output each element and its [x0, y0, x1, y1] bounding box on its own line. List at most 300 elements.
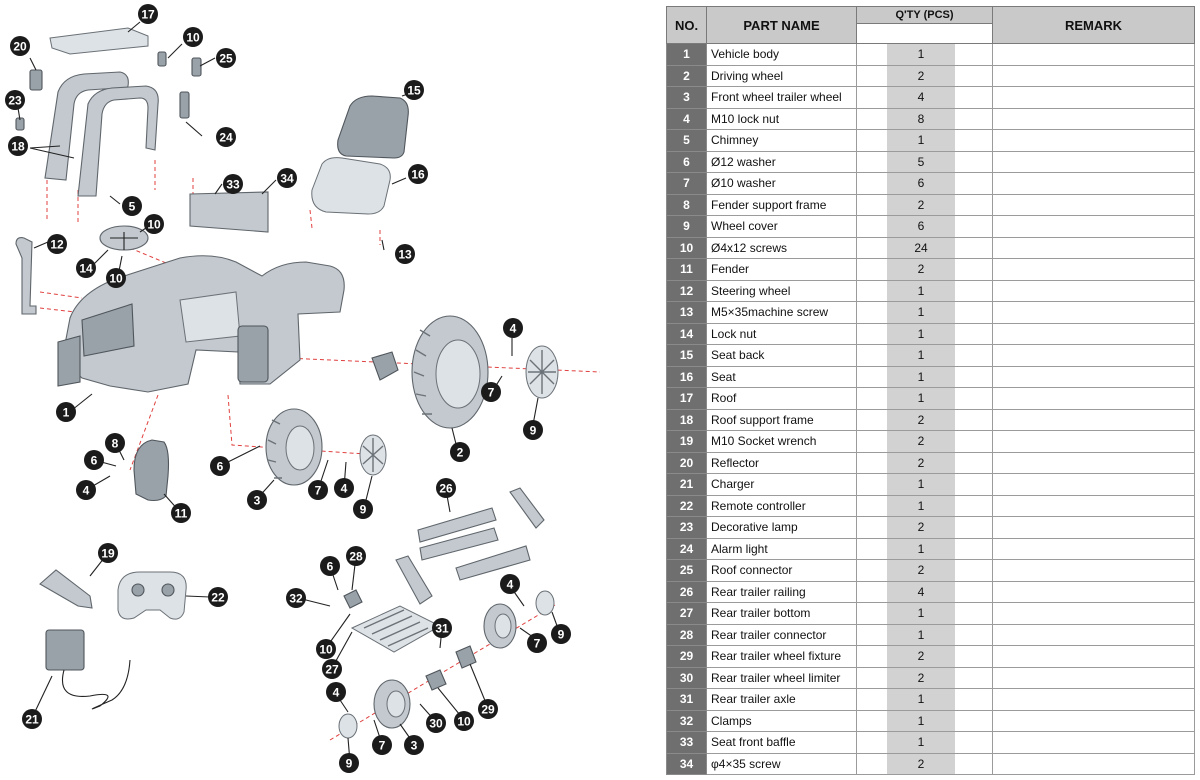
table-row [667, 624, 1195, 646]
part-number-cell: 13 [667, 302, 707, 324]
axle-hub-part [372, 352, 398, 380]
quantity-value: 8 [887, 109, 955, 130]
quantity-value: 1 [887, 302, 955, 323]
part-callout [210, 456, 230, 476]
quantity-value: 2 [887, 66, 955, 87]
trailer-wheel-right-part [484, 604, 516, 648]
quantity-cell [857, 108, 993, 130]
quantity-value: 1 [887, 367, 955, 388]
part-callout [98, 543, 118, 563]
part-callout [106, 268, 126, 288]
part-number-cell: 32 [667, 710, 707, 732]
part-callout-number: 25 [219, 51, 233, 66]
part-callout-number: 13 [398, 247, 412, 262]
front-wheel-part [266, 409, 322, 485]
part-number-cell: 18 [667, 409, 707, 431]
table-row [667, 173, 1195, 195]
quantity-cell [857, 345, 993, 367]
table-row [667, 87, 1195, 109]
column-header-qty-blank [857, 24, 993, 44]
table-row [667, 581, 1195, 603]
part-name-cell: Decorative lamp [707, 517, 857, 539]
part-callout-number: 7 [533, 636, 541, 651]
part-name-cell: Ø4x12 screws [707, 237, 857, 259]
part-callout-number: 4 [506, 577, 514, 592]
table-row [667, 388, 1195, 410]
part-callout [223, 174, 243, 194]
part-callout [500, 574, 520, 594]
quantity-cell [857, 710, 993, 732]
quantity-cell [857, 581, 993, 603]
part-callout-number: 8 [111, 436, 119, 451]
quantity-cell [857, 44, 993, 66]
table-row [667, 560, 1195, 582]
table-row [667, 753, 1195, 775]
part-number-cell: 1 [667, 44, 707, 66]
part-callout [478, 699, 498, 719]
quantity-cell [857, 216, 993, 238]
quantity-value: 1 [887, 474, 955, 495]
table-row [667, 495, 1195, 517]
part-callout [138, 4, 158, 24]
part-callout-number: 14 [79, 261, 93, 276]
quantity-cell [857, 667, 993, 689]
trailer-wheel-limiter-part [426, 670, 446, 690]
socket-wrench-part [40, 570, 92, 608]
quantity-cell [857, 431, 993, 453]
part-number-cell: 34 [667, 753, 707, 775]
part-number-cell: 15 [667, 345, 707, 367]
column-header-part-name: PART NAME [707, 7, 857, 44]
part-callout [84, 450, 104, 470]
part-callout-number: 19 [101, 546, 115, 561]
remark-cell [993, 517, 1195, 539]
part-number-cell: 20 [667, 452, 707, 474]
remark-cell [993, 710, 1195, 732]
vehicle-body-front-bumper [58, 336, 80, 386]
part-callout [5, 90, 25, 110]
part-callout [320, 556, 340, 576]
part-callout-number: 28 [349, 549, 363, 564]
part-callout-number: 21 [25, 712, 39, 727]
driving-wheel-part [412, 316, 488, 428]
part-callout [436, 478, 456, 498]
part-callout-number: 4 [82, 483, 90, 498]
chimney-part [16, 238, 36, 314]
part-callout [339, 753, 359, 773]
part-callout [408, 164, 428, 184]
part-callout-number: 4 [340, 481, 348, 496]
part-number-cell: 14 [667, 323, 707, 345]
remark-cell [993, 259, 1195, 281]
quantity-value: 1 [887, 345, 955, 366]
part-callout [144, 214, 164, 234]
remark-cell [993, 108, 1195, 130]
part-name-cell: Fender support frame [707, 194, 857, 216]
quantity-value: 1 [887, 130, 955, 151]
quantity-value: 2 [887, 259, 955, 280]
quantity-cell [857, 474, 993, 496]
quantity-cell [857, 130, 993, 152]
roof-part [50, 28, 148, 54]
remark-cell [993, 173, 1195, 195]
part-callout-number: 6 [216, 459, 224, 474]
quantity-value: 1 [887, 324, 955, 345]
quantity-value: 4 [887, 582, 955, 603]
part-number-cell: 4 [667, 108, 707, 130]
quantity-cell [857, 538, 993, 560]
part-callout-number: 3 [253, 493, 261, 508]
quantity-cell [857, 259, 993, 281]
part-name-cell: Alarm light [707, 538, 857, 560]
part-number-cell: 27 [667, 603, 707, 625]
quantity-cell [857, 495, 993, 517]
roof-support-frame-right [78, 86, 158, 196]
part-name-cell: Front wheel trailer wheel [707, 87, 857, 109]
quantity-cell [857, 624, 993, 646]
part-callout [432, 618, 452, 638]
quantity-value: 1 [887, 732, 955, 753]
roof-connector-part [192, 58, 201, 76]
quantity-cell [857, 646, 993, 668]
quantity-cell [857, 689, 993, 711]
table-row [667, 452, 1195, 474]
part-number-cell: 9 [667, 216, 707, 238]
alarm-light-part [180, 92, 189, 118]
roof-connector-part-2 [158, 52, 166, 66]
part-callout [56, 402, 76, 422]
part-number-cell: 11 [667, 259, 707, 281]
part-name-cell: Seat [707, 366, 857, 388]
part-name-cell: Lock nut [707, 323, 857, 345]
quantity-cell [857, 237, 993, 259]
remark-cell [993, 87, 1195, 109]
quantity-value: 1 [887, 625, 955, 646]
remark-cell [993, 130, 1195, 152]
table-row [667, 603, 1195, 625]
quantity-cell [857, 753, 993, 775]
quantity-cell [857, 560, 993, 582]
remark-cell [993, 603, 1195, 625]
part-callout-number: 22 [211, 590, 225, 605]
table-row [667, 517, 1195, 539]
table-row [667, 345, 1195, 367]
table-row [667, 667, 1195, 689]
part-callout [47, 234, 67, 254]
part-number-cell: 12 [667, 280, 707, 302]
quantity-value: 2 [887, 195, 955, 216]
remark-cell [993, 581, 1195, 603]
part-callout [450, 442, 470, 462]
part-number-cell: 28 [667, 624, 707, 646]
part-callout [216, 48, 236, 68]
quantity-cell [857, 302, 993, 324]
remark-cell [993, 689, 1195, 711]
part-callout-number: 24 [219, 130, 233, 145]
part-number-cell: 23 [667, 517, 707, 539]
table-row [667, 259, 1195, 281]
part-callout-number: 17 [141, 7, 155, 22]
quantity-cell [857, 603, 993, 625]
part-name-cell: Chimney [707, 130, 857, 152]
table-row [667, 538, 1195, 560]
quantity-value: 1 [887, 603, 955, 624]
rear-trailer-connector-part [344, 590, 362, 608]
quantity-value: 1 [887, 539, 955, 560]
part-number-cell: 33 [667, 732, 707, 754]
part-name-cell: φ4×35 screw [707, 753, 857, 775]
reflector-part [30, 70, 42, 90]
part-callout-number: 7 [487, 385, 495, 400]
quantity-cell [857, 173, 993, 195]
quantity-cell [857, 323, 993, 345]
quantity-value: 2 [887, 453, 955, 474]
part-callout [454, 711, 474, 731]
part-name-cell: Seat back [707, 345, 857, 367]
table-row [667, 44, 1195, 66]
part-name-cell: Rear trailer railing [707, 581, 857, 603]
quantity-value: 6 [887, 216, 955, 237]
part-callout-number: 31 [435, 621, 449, 636]
part-callout-number: 27 [325, 662, 339, 677]
part-callout-number: 3 [410, 738, 418, 753]
part-callout-number: 12 [50, 237, 64, 252]
part-callout [551, 624, 571, 644]
part-callout [523, 420, 543, 440]
remark-cell [993, 65, 1195, 87]
part-number-cell: 31 [667, 689, 707, 711]
part-callout [316, 639, 336, 659]
part-callout-number: 9 [557, 627, 565, 642]
table-row [667, 710, 1195, 732]
remark-cell [993, 44, 1195, 66]
part-callout [353, 499, 373, 519]
remark-cell [993, 732, 1195, 754]
part-callout-number: 10 [457, 714, 471, 729]
table-row [667, 431, 1195, 453]
part-callout-number: 15 [407, 83, 421, 98]
part-callout [322, 659, 342, 679]
part-number-cell: 10 [667, 237, 707, 259]
wheel-cover-mid-part [360, 435, 386, 475]
quantity-cell [857, 151, 993, 173]
part-callout [8, 136, 28, 156]
part-number-cell: 17 [667, 388, 707, 410]
part-callout-number: 10 [147, 217, 161, 232]
part-name-cell: Vehicle body [707, 44, 857, 66]
quantity-value: 2 [887, 517, 955, 538]
remark-cell [993, 753, 1195, 775]
part-callout [286, 588, 306, 608]
remark-cell [993, 151, 1195, 173]
part-callout-number: 2 [456, 445, 464, 460]
part-callout [183, 27, 203, 47]
remark-cell [993, 237, 1195, 259]
part-callout-number: 4 [332, 685, 340, 700]
remark-cell [993, 538, 1195, 560]
quantity-value: 2 [887, 754, 955, 775]
quantity-cell [857, 366, 993, 388]
quantity-value: 1 [887, 388, 955, 409]
vehicle-body-side-panel [238, 326, 268, 382]
table-row [667, 151, 1195, 173]
part-callout-number: 20 [13, 39, 27, 54]
part-callout [426, 713, 446, 733]
vehicle-body-seat-well [180, 292, 240, 342]
table-row [667, 216, 1195, 238]
part-name-cell: Steering wheel [707, 280, 857, 302]
part-number-cell: 22 [667, 495, 707, 517]
quantity-cell [857, 388, 993, 410]
remark-cell [993, 323, 1195, 345]
part-callout [76, 258, 96, 278]
part-callout-number: 9 [345, 756, 353, 771]
remark-cell [993, 302, 1195, 324]
remark-cell [993, 345, 1195, 367]
part-name-cell: Charger [707, 474, 857, 496]
remark-cell [993, 280, 1195, 302]
remark-cell [993, 624, 1195, 646]
part-callout [277, 168, 297, 188]
fender-part [134, 440, 169, 501]
wheel-cover-part [526, 346, 558, 398]
quantity-value: 2 [887, 560, 955, 581]
column-header-remark: REMARK [993, 7, 1195, 44]
part-name-cell: Fender [707, 259, 857, 281]
part-name-cell: M5×35machine screw [707, 302, 857, 324]
table-row [667, 108, 1195, 130]
part-number-cell: 21 [667, 474, 707, 496]
part-name-cell: Clamps [707, 710, 857, 732]
parts-table-body [667, 44, 1195, 775]
trailer-wheel-left-part [374, 680, 410, 728]
part-name-cell: Ø12 washer [707, 151, 857, 173]
part-callout [208, 587, 228, 607]
part-callout [372, 735, 392, 755]
part-name-cell: Driving wheel [707, 65, 857, 87]
part-callout [76, 480, 96, 500]
remark-cell [993, 216, 1195, 238]
quantity-value: 6 [887, 173, 955, 194]
table-row [667, 366, 1195, 388]
remote-controller-part [118, 572, 186, 619]
part-callout-number: 18 [11, 139, 25, 154]
quantity-cell [857, 280, 993, 302]
part-name-cell: Rear trailer bottom [707, 603, 857, 625]
part-callout-number: 26 [439, 481, 453, 496]
part-callout-number: 7 [378, 738, 386, 753]
part-callout [308, 480, 328, 500]
table-row [667, 280, 1195, 302]
part-name-cell: Rear trailer wheel limiter [707, 667, 857, 689]
quantity-value: 1 [887, 44, 955, 65]
quantity-value: 2 [887, 646, 955, 667]
part-callout [171, 503, 191, 523]
table-row [667, 323, 1195, 345]
part-number-cell: 24 [667, 538, 707, 560]
table-row [667, 302, 1195, 324]
quantity-cell [857, 194, 993, 216]
part-callout-number: 1 [62, 405, 70, 420]
part-callout [404, 80, 424, 100]
parts-table [666, 6, 1195, 775]
part-callout-number: 30 [429, 716, 443, 731]
part-number-cell: 2 [667, 65, 707, 87]
quantity-cell [857, 87, 993, 109]
quantity-value: 2 [887, 668, 955, 689]
remark-cell [993, 431, 1195, 453]
rear-trailer-railing-parts [396, 488, 544, 604]
part-callout [10, 36, 30, 56]
part-callout [22, 709, 42, 729]
part-number-cell: 8 [667, 194, 707, 216]
part-name-cell: Rear trailer wheel fixture [707, 646, 857, 668]
remark-cell [993, 452, 1195, 474]
part-callout-number: 7 [314, 483, 322, 498]
table-row [667, 646, 1195, 668]
part-number-cell: 7 [667, 173, 707, 195]
part-number-cell: 16 [667, 366, 707, 388]
remark-cell [993, 495, 1195, 517]
part-callout-number: 33 [226, 177, 240, 192]
quantity-value: 24 [887, 238, 955, 259]
table-row [667, 732, 1195, 754]
remark-cell [993, 646, 1195, 668]
table-row [667, 689, 1195, 711]
seat-front-baffle-part [190, 192, 268, 232]
part-callout [216, 127, 236, 147]
part-callout-number: 4 [509, 321, 517, 336]
part-name-cell: Wheel cover [707, 216, 857, 238]
table-row [667, 65, 1195, 87]
part-callout-number: 6 [326, 559, 334, 574]
part-callout [105, 433, 125, 453]
quantity-value: 1 [887, 496, 955, 517]
part-callout-number: 5 [128, 199, 136, 214]
table-row [667, 474, 1195, 496]
part-callout-number: 11 [174, 506, 188, 521]
part-name-cell: M10 Socket wrench [707, 431, 857, 453]
part-callout-number: 9 [359, 502, 367, 517]
quantity-value: 4 [887, 87, 955, 108]
part-callout-number: 34 [280, 171, 294, 186]
seat-part [312, 158, 391, 214]
part-callout [404, 735, 424, 755]
charger-part [46, 630, 130, 709]
remark-cell [993, 366, 1195, 388]
part-callout [503, 318, 523, 338]
table-row [667, 194, 1195, 216]
part-callout-number: 10 [319, 642, 333, 657]
part-number-cell: 3 [667, 87, 707, 109]
part-callout [334, 478, 354, 498]
quantity-value: 2 [887, 410, 955, 431]
part-callout [527, 633, 547, 653]
table-row [667, 130, 1195, 152]
table-row [667, 409, 1195, 431]
quantity-cell [857, 452, 993, 474]
parts-list [666, 6, 1194, 775]
quantity-cell [857, 65, 993, 87]
part-number-cell: 25 [667, 560, 707, 582]
part-number-cell: 6 [667, 151, 707, 173]
column-header-qty: Q'TY (PCS) [857, 7, 993, 24]
quantity-cell [857, 517, 993, 539]
remark-cell [993, 194, 1195, 216]
trailer-wheel-cover-right-part [536, 591, 554, 615]
part-name-cell: Roof connector [707, 560, 857, 582]
part-name-cell: Seat front baffle [707, 732, 857, 754]
